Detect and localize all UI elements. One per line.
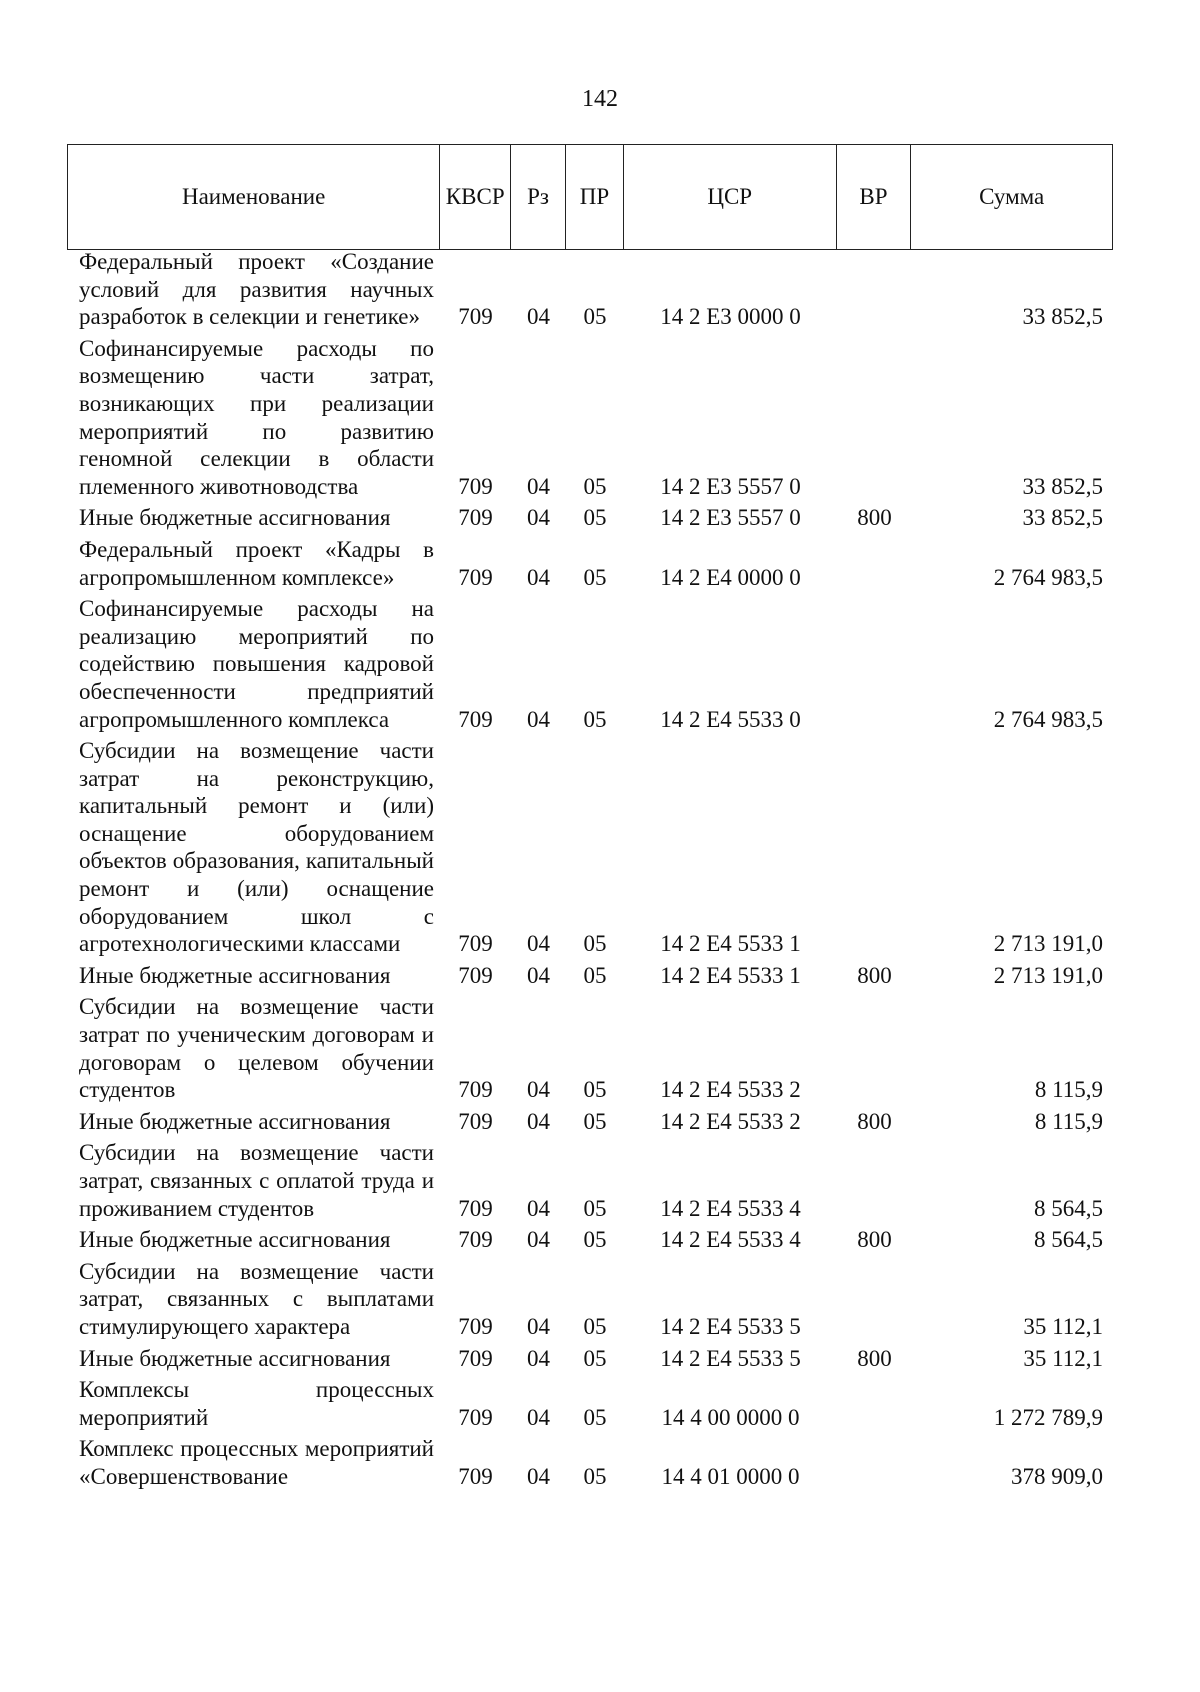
- row-vr: 800: [857, 1227, 892, 1253]
- row-pr: 05: [583, 706, 607, 732]
- row-name: Комплекс процессных мероприятий «Совершенствование: [79, 1436, 434, 1489]
- row-csr: 14 2 Е4 5533 2: [660, 1108, 801, 1134]
- row-pr: 05: [583, 1345, 607, 1371]
- row-csr: 14 2 Е4 5533 1: [660, 962, 801, 988]
- row-rz: 04: [527, 1077, 550, 1103]
- row-vr: 800: [857, 1345, 892, 1371]
- row-csr: 14 2 Е3 5557 0: [660, 473, 801, 499]
- row-sum: 1 272 789,9: [993, 1404, 1103, 1430]
- row-kvsr: 709: [458, 1463, 493, 1489]
- row-csr: 14 2 Е4 5533 0: [660, 706, 801, 732]
- row-csr: 14 4 01 0000 0: [661, 1463, 800, 1489]
- table-row: [67, 504, 1113, 532]
- table-row: [67, 962, 1113, 990]
- table-row: [67, 737, 1113, 958]
- table-row: [67, 993, 1113, 1103]
- row-rz: 04: [527, 1313, 550, 1339]
- row-rz: 04: [527, 1227, 550, 1253]
- row-csr: 14 2 Е3 5557 0: [660, 505, 801, 531]
- row-kvsr: 709: [458, 962, 493, 988]
- row-name: Иные бюджетные ассигнования: [79, 1227, 391, 1253]
- table-row: [67, 595, 1113, 733]
- row-rz: 04: [527, 1404, 550, 1430]
- row-name: Федеральный проект «Кадры в агропромышленном комплексе»: [79, 536, 434, 590]
- table-row: [67, 1258, 1113, 1341]
- row-pr: 05: [583, 1195, 607, 1221]
- row-kvsr: 709: [458, 1195, 493, 1221]
- row-rz: 04: [527, 931, 550, 957]
- row-rz: 04: [527, 564, 550, 590]
- row-sum: 8 115,9: [1034, 1108, 1103, 1134]
- row-kvsr: 709: [458, 1404, 493, 1430]
- row-name: Федеральный проект «Создание условий для развития научных разработок в селекции и генетике»: [79, 249, 434, 330]
- row-kvsr: 709: [458, 304, 493, 330]
- row-kvsr: 709: [458, 1313, 493, 1339]
- row-pr: 05: [583, 1227, 607, 1253]
- header-name: Наименование: [68, 145, 440, 249]
- row-vr: 800: [857, 962, 892, 988]
- header-vr: ВР: [837, 145, 912, 249]
- row-name: Комплексы процессных мероприятий: [79, 1377, 434, 1430]
- row-kvsr: 709: [458, 931, 493, 957]
- row-sum: 8 564,5: [1034, 1227, 1103, 1253]
- table-row: [67, 248, 1113, 331]
- row-name: Иные бюджетные ассигнования: [79, 505, 391, 531]
- header-kvsr: КВСР: [440, 145, 511, 249]
- row-csr: 14 2 Е4 5533 2: [660, 1077, 801, 1103]
- row-sum: 2 764 983,5: [993, 564, 1103, 590]
- row-pr: 05: [583, 1313, 607, 1339]
- row-sum: 378 909,0: [1011, 1463, 1103, 1489]
- row-rz: 04: [527, 505, 550, 531]
- table-header: [67, 144, 1113, 250]
- row-sum: 35 112,1: [1023, 1313, 1103, 1339]
- row-sum: 33 852,5: [1022, 473, 1103, 499]
- row-csr: 14 4 00 0000 0: [661, 1404, 800, 1430]
- row-sum: 33 852,5: [1022, 304, 1103, 330]
- row-sum: 8 115,9: [1034, 1077, 1103, 1103]
- row-csr: 14 2 Е4 5533 5: [660, 1345, 801, 1371]
- table-row: [67, 1226, 1113, 1254]
- page-number: 142: [582, 86, 618, 112]
- row-sum: 2 713 191,0: [993, 962, 1103, 988]
- header-rz: Рз: [511, 145, 566, 249]
- table-row: [67, 1435, 1113, 1490]
- row-csr: 14 2 Е4 5533 1: [660, 931, 801, 957]
- row-name: Субсидии на возмещение части затрат на реконструкцию, капитальный ремонт и (или) оснащение оборудованием объектов образования, капитальный ремонт и (или) оснащение оборудованием школ с агротехнологическими классами: [79, 738, 434, 957]
- row-sum: 2 764 983,5: [993, 706, 1103, 732]
- row-pr: 05: [583, 1404, 607, 1430]
- row-kvsr: 709: [458, 473, 493, 499]
- row-pr: 05: [583, 962, 607, 988]
- table-body: [67, 248, 1113, 1491]
- table-row: [67, 1108, 1113, 1136]
- row-sum: 8 564,5: [1034, 1195, 1103, 1221]
- row-pr: 05: [583, 564, 607, 590]
- row-csr: 14 2 Е3 0000 0: [660, 304, 801, 330]
- row-vr: 800: [857, 505, 892, 531]
- row-sum: 2 713 191,0: [993, 931, 1103, 957]
- row-pr: 05: [583, 304, 607, 330]
- row-csr: 14 2 Е4 5533 5: [660, 1313, 801, 1339]
- row-name: Иные бюджетные ассигнования: [79, 962, 391, 988]
- row-kvsr: 709: [458, 1108, 493, 1134]
- row-sum: 33 852,5: [1022, 505, 1103, 531]
- row-name: Софинансируемые расходы на реализацию мероприятий по содействию повышения кадровой обеспеченности предприятий агропромышленного комплекса: [79, 596, 434, 732]
- row-kvsr: 709: [458, 706, 493, 732]
- row-kvsr: 709: [458, 1227, 493, 1253]
- row-rz: 04: [527, 304, 550, 330]
- row-kvsr: 709: [458, 1345, 493, 1371]
- row-rz: 04: [527, 1108, 550, 1134]
- row-pr: 05: [583, 1463, 607, 1489]
- row-csr: 14 2 Е4 5533 4: [660, 1227, 801, 1253]
- table-row: [67, 1345, 1113, 1373]
- header-sum: Сумма: [979, 184, 1045, 209]
- row-rz: 04: [527, 1345, 550, 1371]
- row-name: Субсидии на возмещение части затрат, связанных с оплатой труда и проживанием студентов: [79, 1140, 434, 1221]
- row-csr: 14 2 Е4 5533 4: [660, 1195, 801, 1221]
- row-pr: 05: [583, 931, 607, 957]
- row-rz: 04: [527, 706, 550, 732]
- row-name: Субсидии на возмещение части затрат по ученическим договорам и договорам о целевом обучении студентов: [79, 994, 434, 1103]
- row-kvsr: 709: [458, 1077, 493, 1103]
- row-pr: 05: [583, 1077, 607, 1103]
- row-csr: 14 2 Е4 0000 0: [660, 564, 801, 590]
- row-vr: 800: [857, 1108, 892, 1134]
- row-rz: 04: [527, 473, 550, 499]
- row-kvsr: 709: [458, 564, 493, 590]
- table-row: [67, 1139, 1113, 1222]
- table-row: [67, 1376, 1113, 1431]
- row-name: Иные бюджетные ассигнования: [79, 1108, 391, 1134]
- header-pr: ПР: [566, 145, 624, 249]
- header-csr: ЦСР: [624, 145, 837, 249]
- row-name: Иные бюджетные ассигнования: [79, 1345, 391, 1371]
- row-name: Софинансируемые расходы по возмещению части затрат, возникающих при реализации мероприятий по развитию геномной селекции в области племенного животноводства: [79, 335, 434, 499]
- row-rz: 04: [527, 962, 550, 988]
- row-rz: 04: [527, 1463, 550, 1489]
- row-name: Субсидии на возмещение части затрат, связанных с выплатами стимулирующего характера: [79, 1258, 434, 1339]
- row-sum: 35 112,1: [1023, 1345, 1103, 1371]
- row-pr: 05: [583, 505, 607, 531]
- table-row: [67, 536, 1113, 591]
- row-rz: 04: [527, 1195, 550, 1221]
- row-kvsr: 709: [458, 505, 493, 531]
- table-row: [67, 335, 1113, 501]
- row-pr: 05: [583, 473, 607, 499]
- row-pr: 05: [583, 1108, 607, 1134]
